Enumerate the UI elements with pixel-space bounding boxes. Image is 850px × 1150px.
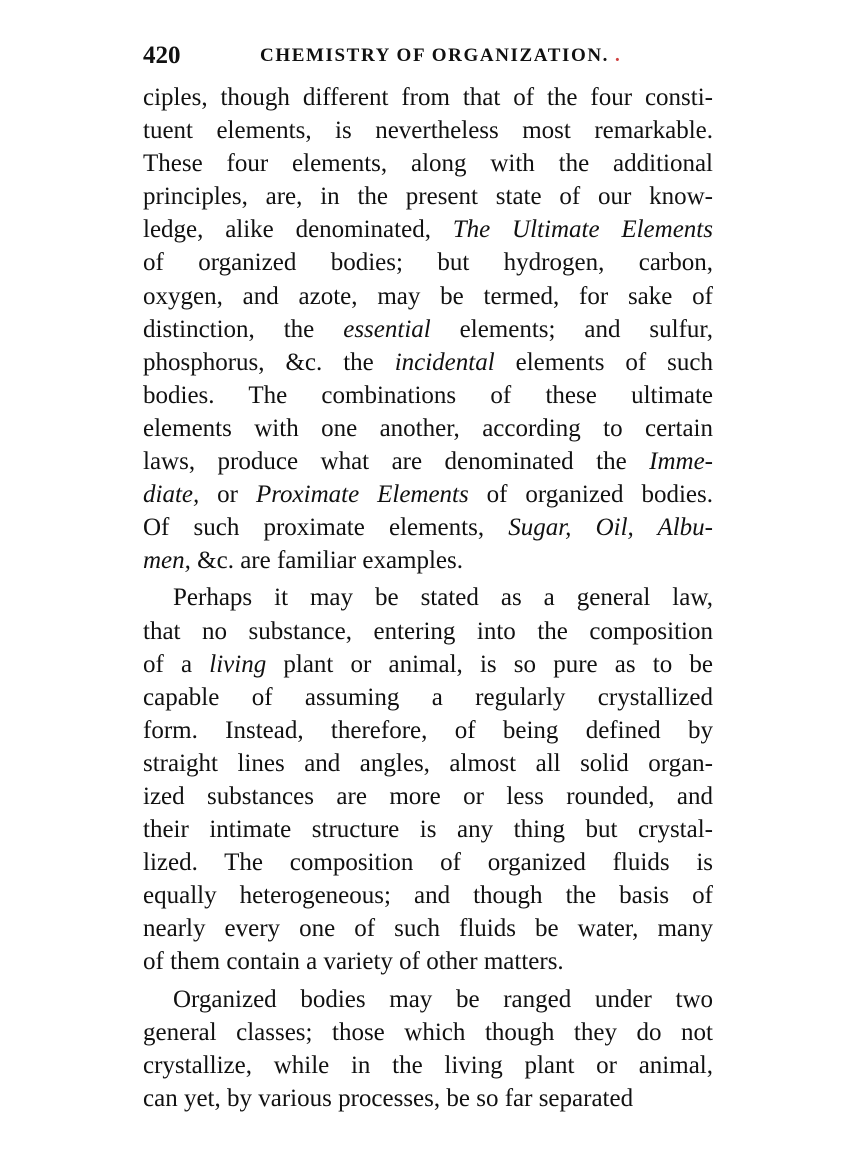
text-run: crystallize, while in the living plant or animal, [143,1051,713,1079]
text-run: Organized bodies may be ranged under two [173,985,713,1013]
text-line [143,379,713,412]
text-line [143,648,713,681]
text-run: elements of such [494,348,713,376]
page-header [143,36,733,76]
text-run: of them contain a variety of other matters. [143,948,564,976]
text-line [143,912,713,945]
text-run: form. Instead, therefore, of being defined by [143,716,713,744]
italic-run: Imme- [649,448,713,476]
text-line [143,581,713,614]
text-run: lized. The composition of organized fluids is [143,849,713,877]
text-line [143,412,713,445]
text-line [143,346,713,379]
text-line [143,180,713,213]
italic-run: diate, [143,481,200,509]
italic-run: men, [143,547,191,575]
italic-run: incidental [394,348,495,376]
text-run: ciples, though different from that of the four consti- [143,84,713,111]
text-line [143,213,713,246]
text-run: plant or animal, is so pure as to be [266,650,713,678]
text-run: distinction, the [143,315,344,343]
text-line [143,511,713,544]
italic-run: The Ultimate Elements [452,216,713,244]
text-line [143,246,713,279]
text-run: nearly every one of such fluids be water, many [143,915,713,943]
text-run: These four elements, along with the additional [143,150,713,178]
italic-run: essential [343,315,431,343]
text-run: bodies. The combinations of these ultimate [143,381,713,409]
text-run: elements; and sulfur, [430,315,713,343]
text-line [143,478,713,511]
text-line [143,945,713,978]
text-line [143,1049,713,1082]
text-line [143,846,713,879]
text-run: tuent elements, is nevertheless most remarkable. [143,117,713,145]
text-run: Of such proximate elements, [143,514,509,542]
text-run: straight lines and angles, almost all solid organ- [143,749,713,777]
text-line [143,615,713,648]
text-line [143,280,713,313]
text-run: equally heterogeneous; and though the basis of [143,882,713,910]
text-line [143,681,713,714]
text-run: elements with one another, according to certain [143,414,713,442]
text-run: &c. are familiar examples. [190,547,464,575]
text-run: capable of assuming a regularly crystallized [143,683,713,711]
running-title-text: CHEMISTRY OF ORGANIZATION. [260,45,610,66]
running-title [260,36,621,76]
text-run: principles, are, in the present state of our know- [143,183,713,211]
text-line [143,747,713,780]
italic-run: Proximate Elements [255,481,469,509]
stray-mark: . [615,45,622,66]
text-run: or [199,481,256,509]
text-line [143,780,713,813]
text-line [143,313,713,346]
text-line [143,81,713,114]
text-run: of a [143,650,210,678]
text-run: of organized bodies. [468,481,713,509]
text-line [143,1016,713,1049]
page-number: 420 [143,42,181,69]
text-line [143,813,713,846]
text-run: phosphorus, &c. the [143,348,395,376]
text-run: their intimate structure is any thing but crystal- [143,816,713,844]
text-line [143,544,713,577]
text-line [143,714,713,747]
text-line [143,445,713,478]
body-text [143,81,713,1115]
italic-run: Sugar, Oil, Albu- [508,514,713,542]
text-run: laws, produce what are denominated the [143,448,650,476]
text-run: that no substance, entering into the composition [143,617,713,645]
text-run: ledge, alike denominated, [143,216,453,244]
text-line [143,114,713,147]
text-run: of organized bodies; but hydrogen, carbon, [143,249,713,277]
text-run: Perhaps it may be stated as a general law, [173,584,713,612]
text-run: can yet, by various processes, be so far separated [143,1084,634,1112]
text-line [143,983,713,1016]
text-line [143,1082,713,1115]
text-run: oxygen, and azote, may be termed, for sake of [143,282,713,310]
italic-run: living [209,650,267,678]
text-run: general classes; those which though they do not [143,1018,713,1046]
text-line [143,879,713,912]
text-run: ized substances are more or less rounded, and [143,782,713,810]
text-line [143,147,713,180]
